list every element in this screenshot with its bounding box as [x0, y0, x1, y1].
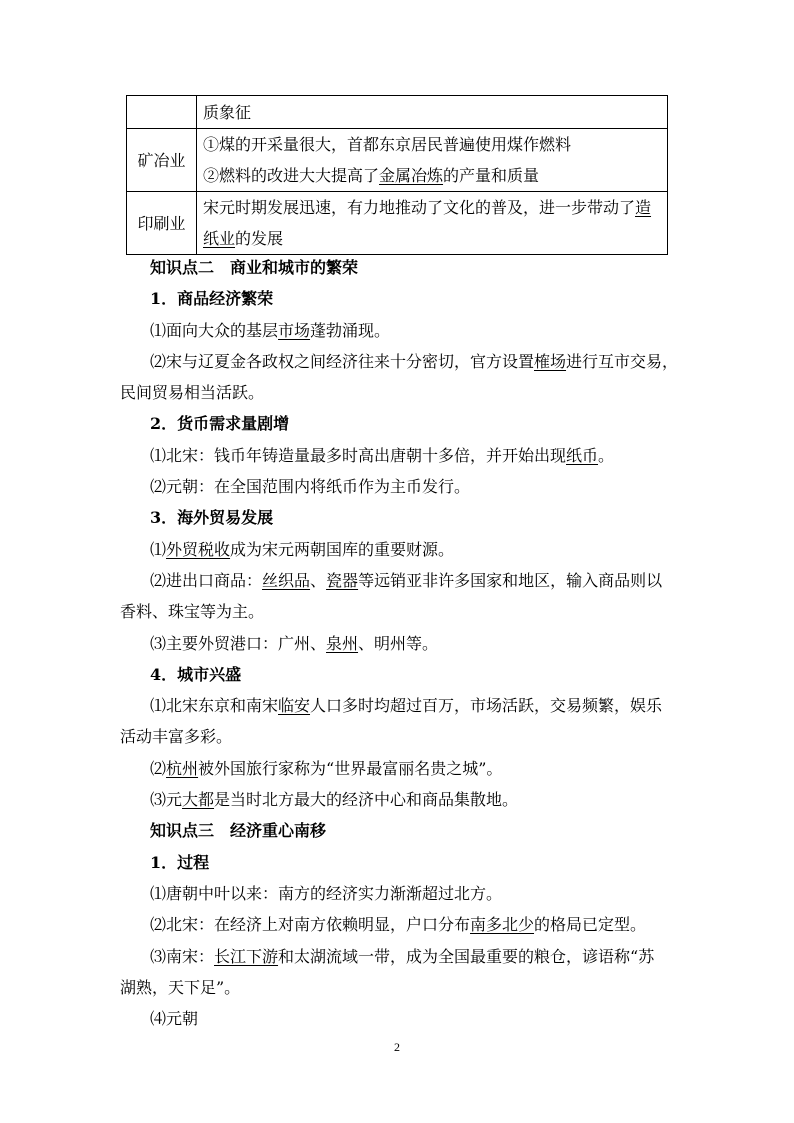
text-span: ⑶元: [150, 790, 183, 810]
list-item: [120, 690, 680, 721]
underlined-term: 市场: [278, 320, 311, 340]
text-span: 等远销亚非许多国家和地区，输入商品则以: [358, 570, 663, 590]
row-label: [127, 96, 197, 129]
text-span: 被外国旅行家称为“世界最富丽名贵之城”。: [198, 758, 503, 778]
text-span: 成为宋元两朝国库的重要财源。: [230, 539, 455, 559]
text-span: ⑵: [150, 758, 167, 778]
underlined-term: 金属冶炼: [379, 166, 444, 185]
list-item: [120, 440, 680, 471]
document-body: [120, 252, 680, 1034]
list-item: [120, 565, 680, 596]
cell-text: [203, 160, 661, 191]
underlined-term: 榷场: [534, 351, 567, 371]
list-item: ⑴唐朝中叶以来：南方的经济实力渐渐超过北方。: [150, 883, 503, 903]
text-span: 、: [310, 570, 327, 590]
text-span: ⑴北宋东京和南宋: [150, 696, 279, 716]
subsection-heading: 2．货币需求量剧增: [150, 414, 290, 434]
table-row: [127, 129, 668, 192]
text-span: ⑴面向大众的基层: [150, 320, 279, 340]
cell-text: 质象征: [203, 102, 252, 122]
section-heading: 知识点二 商业和城市的繁荣: [150, 258, 359, 277]
text-span: ⑶主要外贸港口：广州、: [150, 633, 327, 653]
subsection-heading: 4．城市兴盛: [150, 664, 242, 684]
underlined-term: 纸币: [566, 445, 599, 465]
text-span: 的格局已定型。: [534, 915, 647, 935]
list-item: ⑷元朝: [150, 1009, 199, 1029]
list-item-continuation: 活动丰富多彩。: [120, 727, 233, 747]
underlined-term: 大都: [182, 790, 215, 810]
text-span: 、明州等。: [358, 633, 439, 653]
table-row: [127, 96, 668, 129]
list-item: ⑵元朝：在全国范围内将纸币作为主币发行。: [150, 477, 471, 497]
text-span: 宋元时期发展迅速，有力地推动了文化的普及，进一步带动了: [203, 198, 636, 217]
list-item: [120, 628, 680, 659]
underlined-term: 临安: [278, 696, 311, 716]
list-item: [120, 346, 680, 377]
text-span: 是当时北方最大的经济中心和商品集散地。: [214, 790, 519, 810]
list-item: [120, 784, 680, 815]
subsection-heading: 1．商品经济繁荣: [150, 289, 274, 309]
section-heading: 知识点三 经济重心南移: [150, 821, 327, 841]
row-label: 印刷业: [127, 192, 197, 255]
underlined-term: 造: [635, 198, 652, 217]
text-span: 蓬勃涌现。: [310, 320, 391, 340]
row-label: 矿冶业: [127, 129, 197, 192]
subsection-heading: 1．过程: [150, 852, 210, 872]
list-item: [120, 753, 680, 784]
underlined-term: 外贸税收: [166, 539, 231, 559]
underlined-term: 长江下游: [214, 946, 279, 966]
cell-text: ①煤的开采量很大，首都东京居民普遍使用煤作燃料: [203, 135, 572, 154]
text-span: 的产量和质量: [443, 166, 540, 185]
row-content: [197, 129, 668, 192]
text-span: ⑵进出口商品：: [150, 570, 263, 590]
row-content: [197, 96, 668, 129]
list-item: [120, 941, 680, 972]
text-span: ⑶南宋：: [150, 946, 215, 966]
text-span: ②燃料的改进大大提高了: [203, 166, 380, 185]
text-span: 人口多时均超过百万，市场活跃，交易频繁，娱乐: [310, 696, 663, 716]
underlined-term: 丝织品: [262, 570, 311, 590]
text-span: ⑴: [150, 539, 167, 559]
text-span: ⑵北宋：在经济上对南方依赖明显，户口分布: [150, 915, 471, 935]
text-span: ⑴北宋：钱币年铸造量最多时高出唐朝十多倍，并开始出现: [150, 445, 567, 465]
row-content: [197, 192, 668, 255]
industry-table: [126, 95, 668, 255]
table-row: [127, 192, 668, 255]
list-item-continuation: 民间贸易相当活跃。: [120, 383, 265, 403]
list-item-continuation: 香料、珠宝等为主。: [120, 602, 265, 622]
underlined-term: 纸业: [203, 229, 236, 248]
cell-text: [203, 223, 661, 254]
text-span: 和太湖流域一带，成为全国最重要的粮仓，谚语称“苏: [278, 946, 655, 966]
underlined-term: 瓷器: [326, 570, 359, 590]
list-item: [120, 909, 680, 940]
text-span: 进行互市交易，: [566, 351, 679, 371]
subsection-heading: 3．海外贸易发展: [150, 508, 274, 528]
text-span: 的发展: [235, 229, 284, 248]
underlined-term: 泉州: [326, 633, 359, 653]
underlined-term: 南多北少: [470, 915, 535, 935]
text-span: 。: [598, 445, 615, 465]
list-item: [120, 534, 680, 565]
list-item: [120, 315, 680, 346]
cell-text: [203, 192, 661, 223]
text-span: ⑵宋与辽夏金各政权之间经济往来十分密切，官方设置: [150, 351, 535, 371]
list-item-continuation: 湖熟，天下足”。: [120, 977, 241, 997]
underlined-term: 杭州: [166, 758, 199, 778]
page-number: 2: [394, 1040, 400, 1054]
